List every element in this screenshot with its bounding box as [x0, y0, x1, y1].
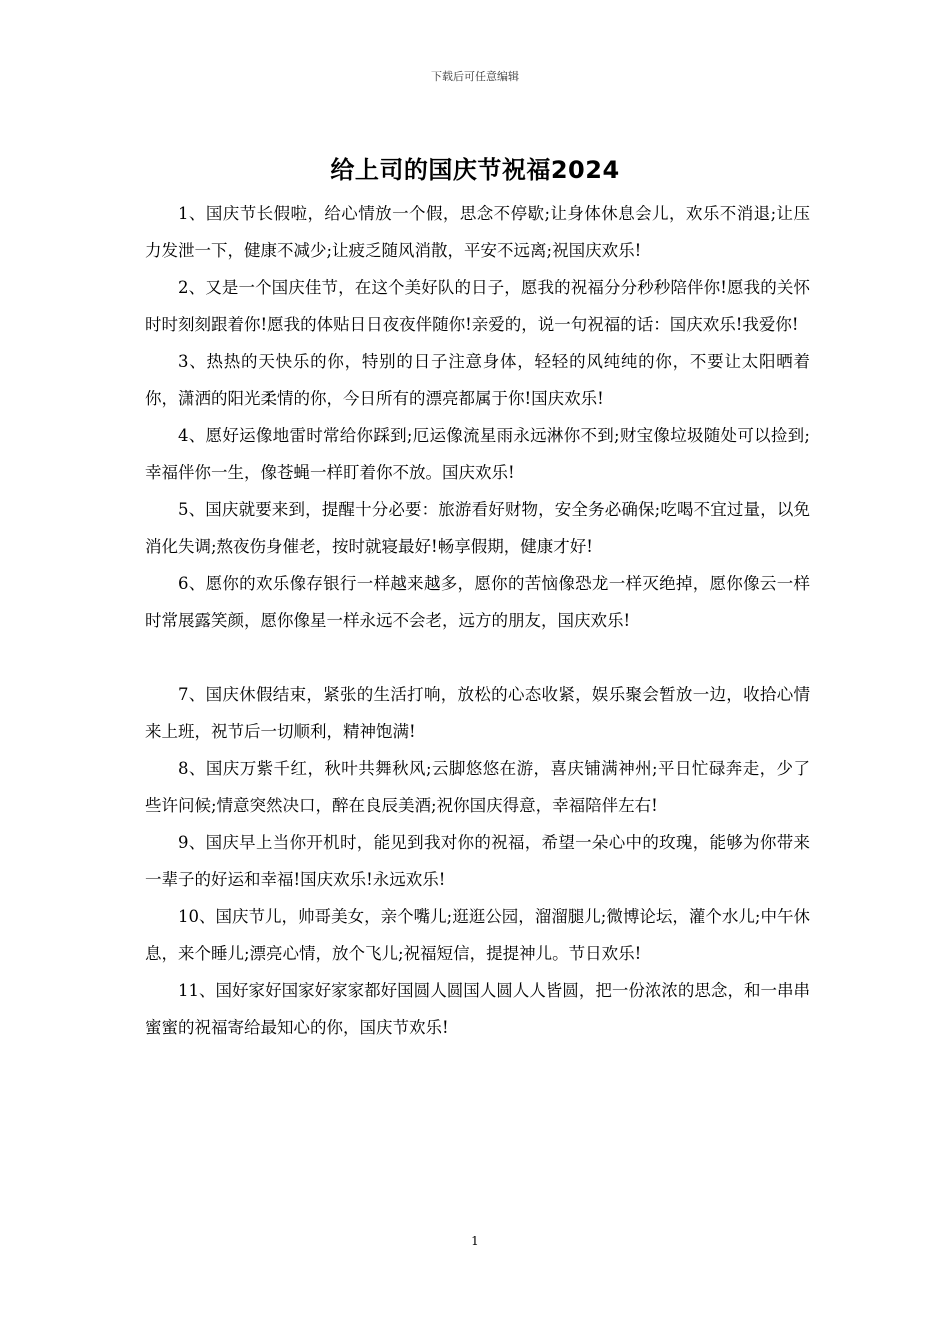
- paragraph-4: 4、愿好运像地雷时常给你踩到;厄运像流星雨永远淋你不到;财宝像垃圾随处可以捡到;幸福伴你一生，像苍蝇一样盯着你不放。国庆欢乐!: [145, 426, 810, 482]
- page-number: 1: [471, 1234, 479, 1248]
- header-note: 下载后可任意编辑: [431, 70, 519, 83]
- paragraph-11: 11、国好家好国家好家家都好国圆人圆国人圆人人皆圆，把一份浓浓的思念，和一串串蜜蜜的祝福寄给最知心的你，国庆节欢乐!: [145, 981, 810, 1037]
- paragraph-10: 10、国庆节儿，帅哥美女，亲个嘴儿;逛逛公园，溜溜腿儿;微博论坛，灌个水儿;中午休息，来个睡儿;漂亮心情，放个飞儿;祝福短信，提提神儿。节日欢乐!: [145, 907, 810, 963]
- document-body: [145, 195, 810, 1046]
- paragraph-3: 3、热热的天快乐的你，特别的日子注意身体，轻轻的风纯纯的你，不要让太阳晒着你，潇洒的阳光柔情的你，今日所有的漂亮都属于你!国庆欢乐!: [145, 352, 810, 408]
- paragraph-7: 7、国庆休假结束，紧张的生活打响，放松的心态收紧，娱乐聚会暂放一边，收拾心情来上班，祝节后一切顺利，精神饱满!: [145, 685, 810, 741]
- document-title: 给上司的国庆节祝福2024: [330, 156, 620, 184]
- paragraph-8: 8、国庆万紫千红，秋叶共舞秋风;云脚悠悠在游，喜庆铺满神州;平日忙碌奔走，少了些许问候;情意突然决口，醉在良辰美酒;祝你国庆得意，幸福陪伴左右!: [145, 759, 810, 815]
- paragraph-9: 9、国庆早上当你开机时，能见到我对你的祝福，希望一朵心中的玫瑰，能够为你带来一辈子的好运和幸福!国庆欢乐!永远欢乐!: [145, 833, 810, 889]
- paragraph-2: 2、又是一个国庆佳节，在这个美好队的日子，愿我的祝福分分秒秒陪伴你!愿我的关怀时时刻刻跟着你!愿我的体贴日日夜夜伴随你!亲爱的，说一句祝福的话：国庆欢乐!我爱你!: [145, 278, 810, 334]
- paragraph-5: 5、国庆就要来到，提醒十分必要：旅游看好财物，安全务必确保;吃喝不宜过量，以免消化失调;熬夜伤身催老，按时就寝最好!畅享假期，健康才好!: [145, 500, 810, 556]
- paragraph-1: 1、国庆节长假啦，给心情放一个假，思念不停歇;让身体休息会儿，欢乐不消退;让压力发泄一下，健康不减少;让疲乏随风消散，平安不远离;祝国庆欢乐!: [145, 204, 810, 260]
- paragraph-6: 6、愿你的欢乐像存银行一样越来越多，愿你的苦恼像恐龙一样灭绝掉，愿你像云一样时常展露笑颜，愿你像星一样永远不会老，远方的朋友，国庆欢乐!: [145, 574, 810, 630]
